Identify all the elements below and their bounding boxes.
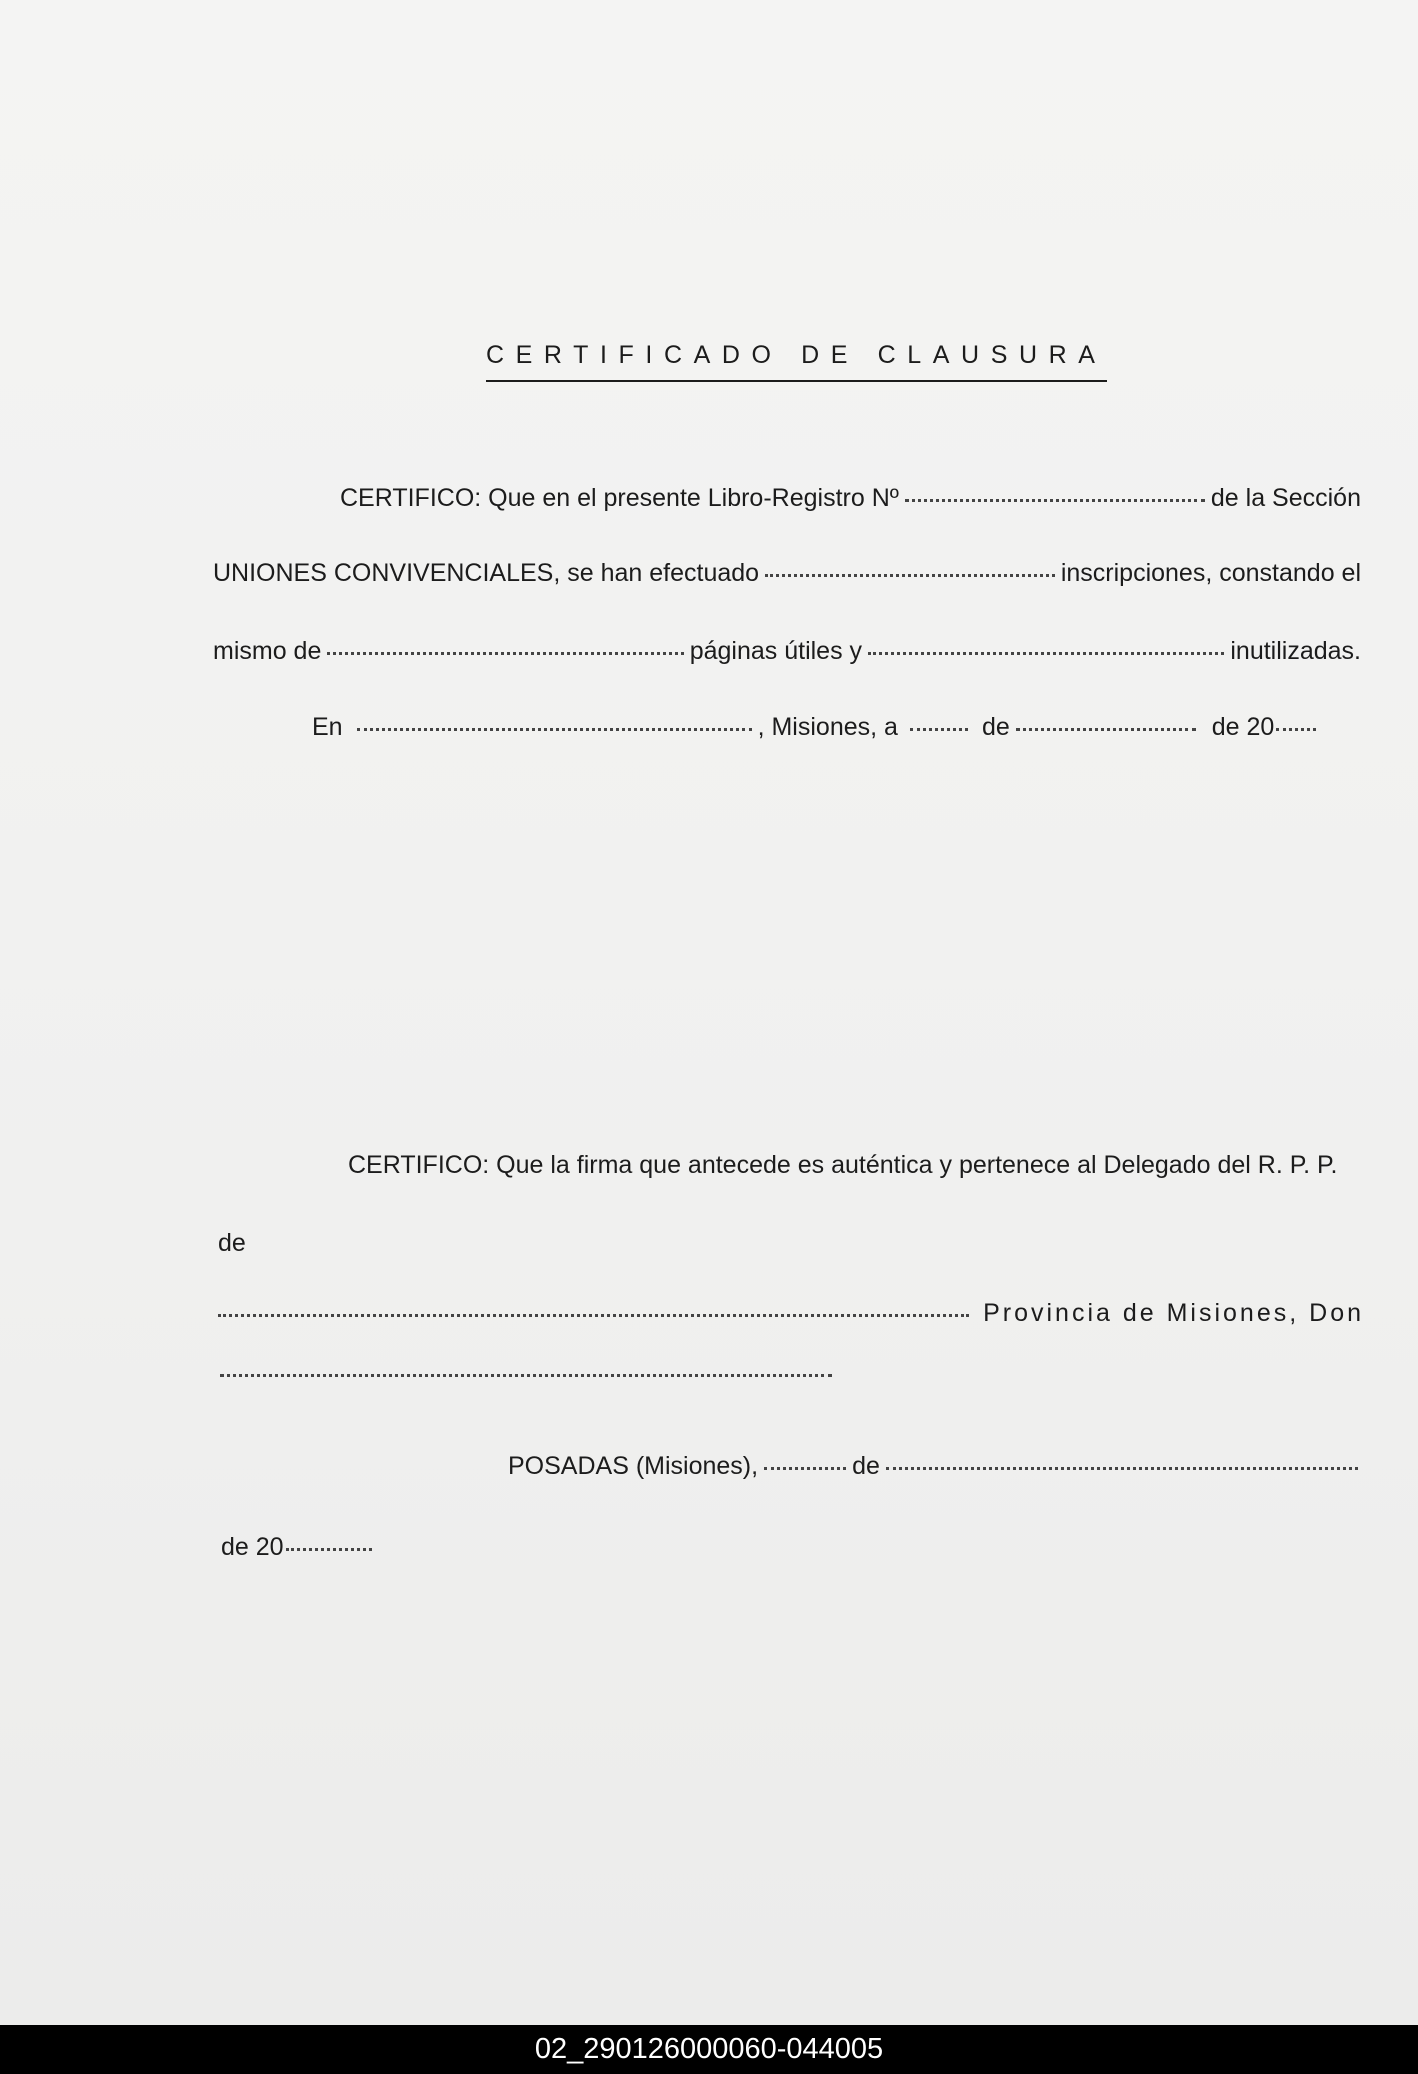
blank-dia xyxy=(910,728,968,731)
blank-paginas-utiles xyxy=(327,652,683,655)
blank-dia-2 xyxy=(764,1467,846,1470)
blank-anio xyxy=(1276,728,1316,731)
blank-nombre-delegado xyxy=(220,1374,832,1377)
cert2-line-2-text: de xyxy=(218,1229,246,1257)
cert2-line-5 xyxy=(508,1452,1364,1481)
cert2-line-5-de: de xyxy=(852,1452,880,1480)
blank-lugar xyxy=(357,728,752,731)
cert1-line-4-anio: de 20 xyxy=(1211,713,1275,741)
cert2-line-1 xyxy=(348,1151,1363,1180)
cert1-line-4-en: En xyxy=(312,713,343,741)
cert1-line-3-text: mismo de xyxy=(213,637,322,665)
cert1-line-1-text: CERTIFICO: Que en el presente Libro-Registro Nº xyxy=(340,484,899,512)
cert2-line-2 xyxy=(218,1229,246,1258)
cert1-line-4-de: de xyxy=(981,713,1010,741)
cert1-line-1-end: de la Sección xyxy=(1210,484,1361,512)
cert1-line-3-mid: páginas útiles y xyxy=(689,637,863,665)
document-title: CERTIFICADO DE CLAUSURA xyxy=(486,341,1107,382)
cert2-line-1-text: CERTIFICO: Que la firma que antecede es auténtica y pertenece al Delegado del R. P. P. xyxy=(348,1151,1338,1179)
blank-mes xyxy=(1016,728,1196,731)
cert1-line-2-text: UNIONES CONVIVENCIALES, se han efectuado xyxy=(213,559,760,587)
cert2-line-4 xyxy=(220,1378,832,1381)
blank-inscripciones xyxy=(765,574,1055,577)
cert1-line-4-misiones: , Misiones, a xyxy=(757,713,898,741)
blank-anio-2 xyxy=(286,1548,372,1551)
scan-footer-code: 02_290126000060-044005 xyxy=(0,2025,1418,2074)
blank-mes-2 xyxy=(886,1467,1358,1470)
cert1-line-2-end: inscripciones, constando el xyxy=(1060,559,1361,587)
cert2-line-6 xyxy=(221,1533,378,1562)
cert2-line-3 xyxy=(218,1299,1364,1328)
cert2-line-5-text: POSADAS (Misiones), xyxy=(508,1452,759,1480)
cert2-line-6-text: de 20 xyxy=(221,1533,284,1561)
cert1-line-4 xyxy=(312,713,1361,742)
blank-delegacion xyxy=(218,1314,969,1317)
blank-libro-number xyxy=(905,499,1205,502)
blank-inutilizadas xyxy=(868,652,1224,655)
cert2-line-3-text: Provincia de Misiones, Don xyxy=(983,1299,1364,1327)
cert1-line-1 xyxy=(340,484,1361,513)
cert1-line-3-end: inutilizadas. xyxy=(1230,637,1361,665)
cert1-line-3 xyxy=(213,637,1361,666)
cert1-line-2 xyxy=(213,559,1361,588)
